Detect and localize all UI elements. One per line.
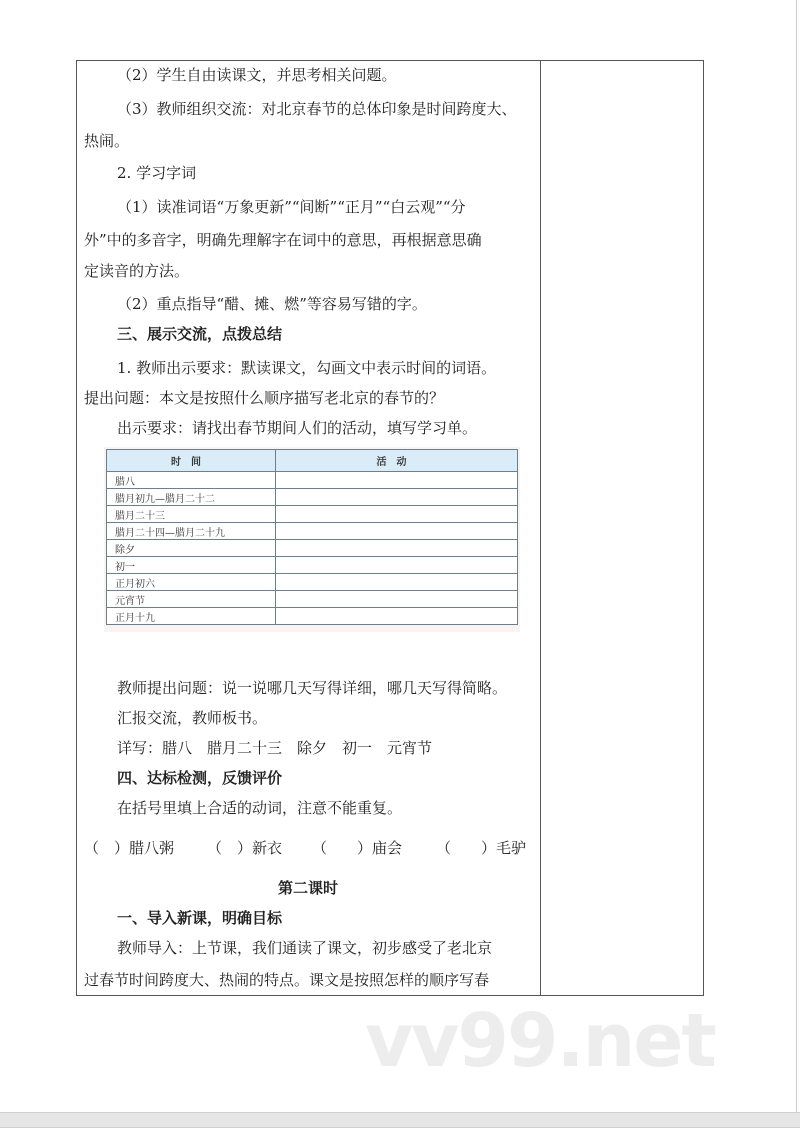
text-line: 1. 教师出示要求：默读课文，勾画文中表示时间的词语。 <box>117 359 497 377</box>
activity-cell <box>276 591 518 608</box>
worksheet-table <box>106 449 518 625</box>
text-line: （2）重点指导“醋、摊、燃”等容易写错的字。 <box>117 295 427 313</box>
time-cell: 除夕 <box>107 540 276 557</box>
activity-cell <box>276 608 518 625</box>
time-cell: 正月十九 <box>107 608 276 625</box>
column-divider <box>540 60 541 996</box>
text-line: 教师导入：上节课，我们通读了课文，初步感受了老北京 <box>117 939 493 957</box>
text-line: （1）读准词语“万象更新”“间断”“正月”“白云观”“分 <box>117 198 466 216</box>
worksheet-row <box>107 540 518 557</box>
worksheet-row <box>107 523 518 540</box>
text-line: 提出问题：本文是按照什么顺序描写老北京的春节的？ <box>84 389 445 407</box>
time-cell: 腊月二十四—腊月二十九 <box>107 523 276 540</box>
time-cell: 元宵节 <box>107 591 276 608</box>
text-line: （3）教师组织交流：对北京春节的总体印象是时间跨度大、 <box>117 100 517 118</box>
worksheet-row <box>107 608 518 625</box>
fill-blank: （ ）毛驴 <box>436 839 527 857</box>
watermark: vv99.net <box>365 998 715 1084</box>
activity-cell <box>276 557 518 574</box>
time-cell: 正月初六 <box>107 574 276 591</box>
fill-blank: （ ）腊八粥 <box>84 839 175 857</box>
worksheet-image <box>104 447 520 632</box>
time-cell: 腊八 <box>107 472 276 489</box>
worksheet-row <box>107 489 518 506</box>
time-cell: 初一 <box>107 557 276 574</box>
activity-cell <box>276 506 518 523</box>
activity-cell <box>276 574 518 591</box>
activity-cell <box>276 489 518 506</box>
worksheet-row <box>107 506 518 523</box>
section-heading: 一、导入新课，明确目标 <box>117 909 283 927</box>
time-cell: 腊月初九—腊月二十二 <box>107 489 276 506</box>
header-time: 时间 <box>107 450 276 472</box>
text-line: 定读音的方法。 <box>84 262 190 280</box>
text-line: 热闹。 <box>84 132 130 150</box>
text-line: 出示要求：请找出春节期间人们的活动，填写学习单。 <box>117 419 478 437</box>
time-cell: 腊月二十三 <box>107 506 276 523</box>
worksheet-row <box>107 574 518 591</box>
fill-blank: （ ）新衣 <box>207 839 283 857</box>
text-line: （2）学生自由读课文，并思考相关问题。 <box>117 66 397 84</box>
fill-blank: （ ）庙会 <box>312 839 403 857</box>
worksheet-row <box>107 472 518 489</box>
text-line: 过春节时间跨度大、热闹的特点。课文是按照怎样的顺序写春 <box>84 971 490 989</box>
text-line: 在括号里填上合适的动词，注意不能重复。 <box>117 799 403 817</box>
activity-cell <box>276 523 518 540</box>
activity-cell <box>276 472 518 489</box>
text-line: 教师提出问题：说一说哪几天写得详细，哪几天写得简略。 <box>117 679 508 697</box>
section-heading: 三、展示交流，点拨总结 <box>117 325 283 343</box>
section-heading: 四、达标检测，反馈评价 <box>117 769 283 787</box>
worksheet-row <box>107 591 518 608</box>
text-line: 汇报交流，教师板书。 <box>117 709 268 727</box>
worksheet-row <box>107 557 518 574</box>
text-line: 2. 学习字词 <box>117 164 197 182</box>
page-separator <box>0 1112 800 1128</box>
text-line: 详写：腊八 腊月二十三 除夕 初一 元宵节 <box>117 739 433 757</box>
session-title: 第二课时 <box>277 879 338 897</box>
text-line: 外”中的多音字，明确先理解字在词中的意思，再根据意思确 <box>84 231 482 249</box>
header-activity: 活动 <box>276 450 518 472</box>
activity-cell <box>276 540 518 557</box>
